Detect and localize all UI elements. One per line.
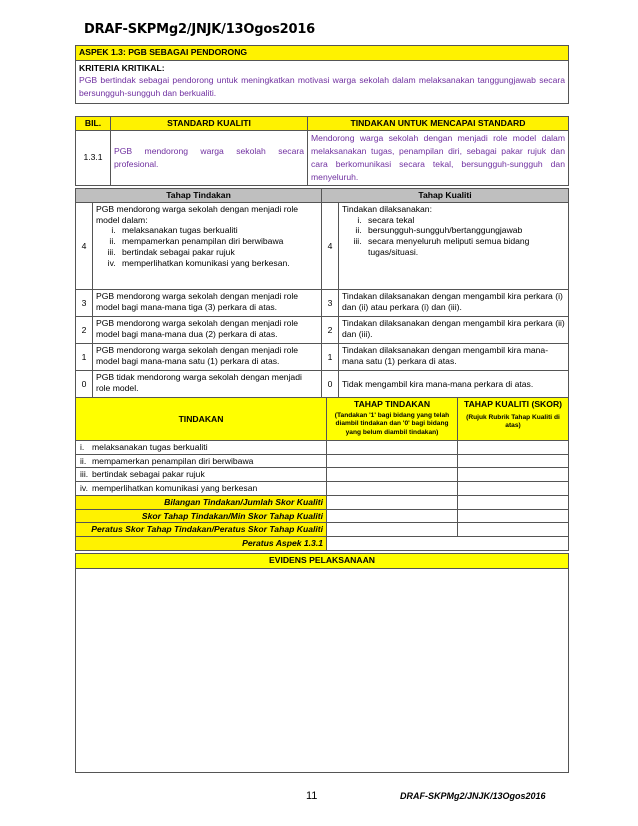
summary-tindakan-value[interactable] xyxy=(327,523,458,537)
score-item-num: iii. xyxy=(80,469,89,480)
level-row-1 xyxy=(76,344,569,371)
score-item xyxy=(76,454,327,468)
level-kualiti xyxy=(339,203,569,290)
col-tahap-tindakan-score xyxy=(327,398,458,441)
level-tindakan: PGB mendorong warga sekolah dengan menjadi role model bagi mana-mana tiga (3) perkara di atas. xyxy=(93,290,322,317)
list-item: ii. mempamerkan penampilan diri berwibawa xyxy=(118,236,318,247)
summary-kualiti-value[interactable] xyxy=(458,523,569,537)
level-kualiti: Tidak mengambil kira mana-mana perkara di atas. xyxy=(339,371,569,398)
score-item-text: memperlihatkan komunikasi yang berkesan xyxy=(92,483,258,494)
kualiti-level-number: 3 xyxy=(322,290,339,317)
criteria-pgb: PGB xyxy=(79,74,98,85)
score-table xyxy=(75,397,569,551)
score-kualiti-input[interactable] xyxy=(458,441,569,455)
summary-row xyxy=(76,537,569,551)
col-bil: BIL. xyxy=(76,117,111,131)
summary-label: Bilangan Tindakan/Jumlah Skor Kualiti xyxy=(76,495,327,509)
aspect-table xyxy=(75,45,569,104)
score-item xyxy=(76,468,327,482)
table-row xyxy=(76,454,569,468)
score-item-num: i. xyxy=(80,442,85,452)
summary-aspect-value[interactable] xyxy=(327,537,569,551)
level-number: 2 xyxy=(76,317,93,344)
standard-text: mendorong warga sekolah secara profesional. xyxy=(114,145,304,169)
level-tindakan-intro: PGB mendorong warga sekolah dengan menjadi role model dalam: xyxy=(96,204,299,225)
summary-label: Peratus Skor Tahap Tindakan/Peratus Skor Tahap Kualiti xyxy=(76,523,327,537)
aspect-title: ASPEK 1.3: PGB SEBAGAI PENDORONG xyxy=(76,46,569,61)
score-item xyxy=(76,482,327,496)
level-tindakan: PGB mendorong warga sekolah dengan menjadi role model bagi mana-mana dua (2) perkara di atas. xyxy=(93,317,322,344)
standard-kualiti xyxy=(111,131,308,186)
standard-pgb: PGB xyxy=(114,145,133,156)
tahap-tindakan-note: (Tandakan '1' bagi bidang yang telah diambil tindakan dan '0' bagi bidang yang belum diambil tindakan) xyxy=(334,411,450,436)
level-kualiti: Tindakan dilaksanakan dengan mengambil kira perkara (i) dan (ii) atau perkara (i) dan (iii). xyxy=(339,290,569,317)
level-number: 4 xyxy=(76,203,93,290)
score-item-text: bertindak sebagai pakar rujuk xyxy=(92,469,205,480)
summary-row xyxy=(76,523,569,537)
tahap-kualiti-note: (Rujuk Rubrik Tahap Kualiti di atas) xyxy=(466,413,560,430)
kualiti-level-number: 2 xyxy=(322,317,339,344)
summary-tindakan-value[interactable] xyxy=(327,509,458,523)
standard-table xyxy=(75,116,569,186)
score-tindakan-input[interactable] xyxy=(327,482,458,496)
standard-tindakan: Mendorong warga sekolah dengan menjadi role model dalam melaksanakan tugas, penampilan diri, sebagai pakar rujuk dan cara berkomunikasi secara tekal, bersungguh-sungguh dan menyeluruh. xyxy=(308,131,569,186)
level-tindakan: PGB tidak mendorong warga sekolah dengan menjadi role model. xyxy=(93,371,322,398)
summary-tindakan-value[interactable] xyxy=(327,495,458,509)
score-tindakan-input[interactable] xyxy=(327,454,458,468)
score-kualiti-input[interactable] xyxy=(458,482,569,496)
level-row-0 xyxy=(76,371,569,398)
score-item xyxy=(76,441,327,455)
evidence-body[interactable] xyxy=(76,569,569,773)
level-kualiti: Tindakan dilaksanakan dengan mengambil kira mana-mana satu (1) perkara di atas. xyxy=(339,344,569,371)
standard-bil: 1.3.1 xyxy=(76,131,111,186)
score-kualiti-input[interactable] xyxy=(458,468,569,482)
col-tahap-kualiti-score xyxy=(458,398,569,441)
level-kualiti: Tindakan dilaksanakan dengan mengambil kira perkara (ii) dan (iii). xyxy=(339,317,569,344)
page-number: 11 xyxy=(306,790,318,802)
level-number: 1 xyxy=(76,344,93,371)
score-item-text: mempamerkan penampilan diri berwibawa xyxy=(92,455,254,466)
evidence-header: EVIDENS PELAKSANAAN xyxy=(76,554,569,569)
list-item: iv. memperlihatkan komunikasi yang berkesan. xyxy=(118,258,318,269)
table-row xyxy=(76,468,569,482)
summary-kualiti-value[interactable] xyxy=(458,495,569,509)
kualiti-level-number: 0 xyxy=(322,371,339,398)
level-kualiti-intro: Tindakan dilaksanakan: xyxy=(342,204,432,214)
col-tahap-tindakan: Tahap Tindakan xyxy=(76,189,322,203)
score-item-num: ii. xyxy=(80,455,87,466)
score-tindakan-input[interactable] xyxy=(327,468,458,482)
level-tindakan xyxy=(93,203,322,290)
score-kualiti-input[interactable] xyxy=(458,454,569,468)
col-tindakan: TINDAKAN xyxy=(76,398,327,441)
level-tindakan: PGB mendorong warga sekolah dengan menjadi role model bagi mana-mana satu (1) perkara di atas. xyxy=(93,344,322,371)
score-item-num: iv. xyxy=(80,483,88,494)
kualiti-level-number: 4 xyxy=(322,203,339,290)
criteria-cell xyxy=(76,61,569,104)
level-row-3 xyxy=(76,290,569,317)
kualiti-level-number: 1 xyxy=(322,344,339,371)
criteria-text: bertindak sebagai pendorong untuk meningkatkan motivasi warga sekolah dalam melaksanakan tanggungjawab secara bersungguh-sungguh dan berkualiti. xyxy=(79,74,565,99)
score-tindakan-input[interactable] xyxy=(327,441,458,455)
list-item: iii. bertindak sebagai pakar rujuk xyxy=(118,247,318,258)
document-header-title: DRAF-SKPMg2/JNJK/13Ogos2016 xyxy=(84,22,316,37)
summary-label: Skor Tahap Tindakan/Min Skor Tahap Kualiti xyxy=(76,509,327,523)
list-item: i. melaksanakan tugas berkualiti xyxy=(118,225,318,236)
summary-row xyxy=(76,495,569,509)
criteria-label: KRITERIA KRITIKAL: xyxy=(79,63,165,73)
tahap-tindakan-header: TAHAP TINDAKAN xyxy=(353,399,431,409)
table-row xyxy=(76,482,569,496)
table-row xyxy=(76,441,569,455)
footer-code: DRAF-SKPMg2/JNJK/13Ogos2016 xyxy=(400,791,546,801)
level-row-2 xyxy=(76,317,569,344)
summary-label: Peratus Aspek 1.3.1 xyxy=(76,537,327,551)
level-number: 3 xyxy=(76,290,93,317)
tahap-kualiti-header: TAHAP KUALITI (SKOR) xyxy=(463,399,563,409)
score-item-text: melaksanakan tugas berkualiti xyxy=(92,442,208,452)
col-tahap-kualiti: Tahap Kualiti xyxy=(322,189,569,203)
list-item: i. secara tekal xyxy=(364,215,565,226)
level-number: 0 xyxy=(76,371,93,398)
col-tindakan-standard: TINDAKAN UNTUK MENCAPAI STANDARD xyxy=(308,117,569,131)
col-standard-kualiti: STANDARD KUALITI xyxy=(111,117,308,131)
evidence-table xyxy=(75,553,569,773)
summary-row xyxy=(76,509,569,523)
summary-kualiti-value[interactable] xyxy=(458,509,569,523)
levels-table xyxy=(75,188,569,398)
level-row-4 xyxy=(76,203,569,290)
list-item: iii. secara menyeluruh meliputi semua bidang tugas/situasi. xyxy=(364,236,565,257)
list-item: ii. bersungguh-sungguh/bertanggungjawab xyxy=(364,225,565,236)
